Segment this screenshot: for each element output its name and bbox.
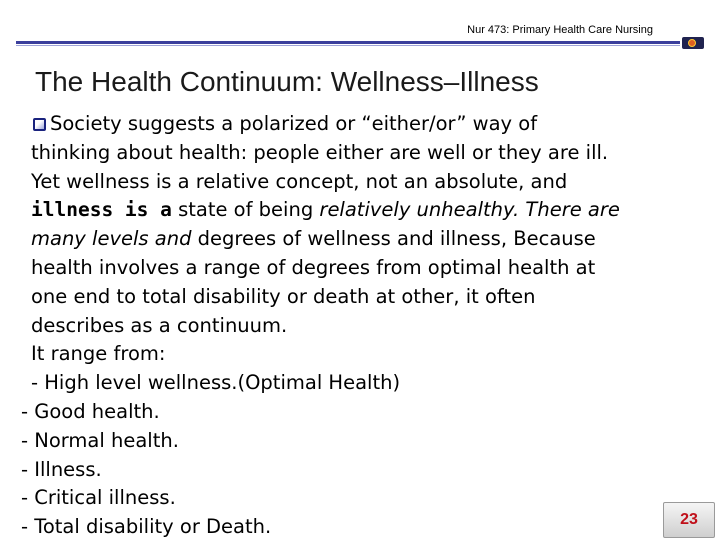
checkbox-bullet-icon xyxy=(33,118,46,131)
range-item xyxy=(0,427,720,456)
body-line xyxy=(0,254,720,283)
body-text-italic: relatively unhealthy. There are xyxy=(319,198,620,222)
body-line xyxy=(0,225,720,254)
body-text: - High level wellness.(Optimal Health) xyxy=(31,371,401,395)
body-line xyxy=(0,139,720,168)
body-text-italic: many levels and xyxy=(31,227,192,251)
body-text: - Illness. xyxy=(21,457,102,481)
body-text: Society suggests a polarized or “either/or” way of xyxy=(50,112,538,135)
body-text: describes as a continuum. xyxy=(31,313,288,337)
badge-dot-icon xyxy=(688,39,696,47)
range-item xyxy=(0,484,720,513)
body-text: thinking about health: people either are well or they are ill. xyxy=(31,140,609,164)
header-badge xyxy=(682,37,704,49)
body-text-bold: illness is a xyxy=(31,198,172,222)
body-text: degrees of wellness and illness, Because xyxy=(191,227,596,251)
body-text: - Good health. xyxy=(21,399,160,423)
body-line xyxy=(0,283,720,312)
page-number: 23 xyxy=(663,502,715,538)
body-line xyxy=(0,196,720,225)
range-item xyxy=(0,398,720,427)
range-intro xyxy=(0,340,720,369)
range-item xyxy=(0,456,720,485)
body-line xyxy=(0,168,720,197)
header-course-title: Nur 473: Primary Health Care Nursing xyxy=(467,24,653,36)
body-text: - Critical illness. xyxy=(21,486,176,510)
slide-body xyxy=(0,110,720,542)
body-text: - Total disability or Death. xyxy=(21,515,272,539)
range-item xyxy=(0,513,720,542)
body-line xyxy=(0,312,720,341)
slide-title: The Health Continuum: Wellness–Illness xyxy=(35,66,539,97)
body-text: one end to total disability or death at other, it often xyxy=(31,284,536,308)
range-item xyxy=(0,369,720,398)
body-text: It range from: xyxy=(31,342,166,366)
body-text: health involves a range of degrees from optimal health at xyxy=(31,255,596,279)
body-line xyxy=(0,110,720,139)
header-rule xyxy=(16,41,680,44)
body-text: - Normal health. xyxy=(21,428,179,452)
body-text: state of being xyxy=(171,198,320,222)
body-text: Yet wellness is a relative concept, not an absolute, and xyxy=(31,169,568,193)
